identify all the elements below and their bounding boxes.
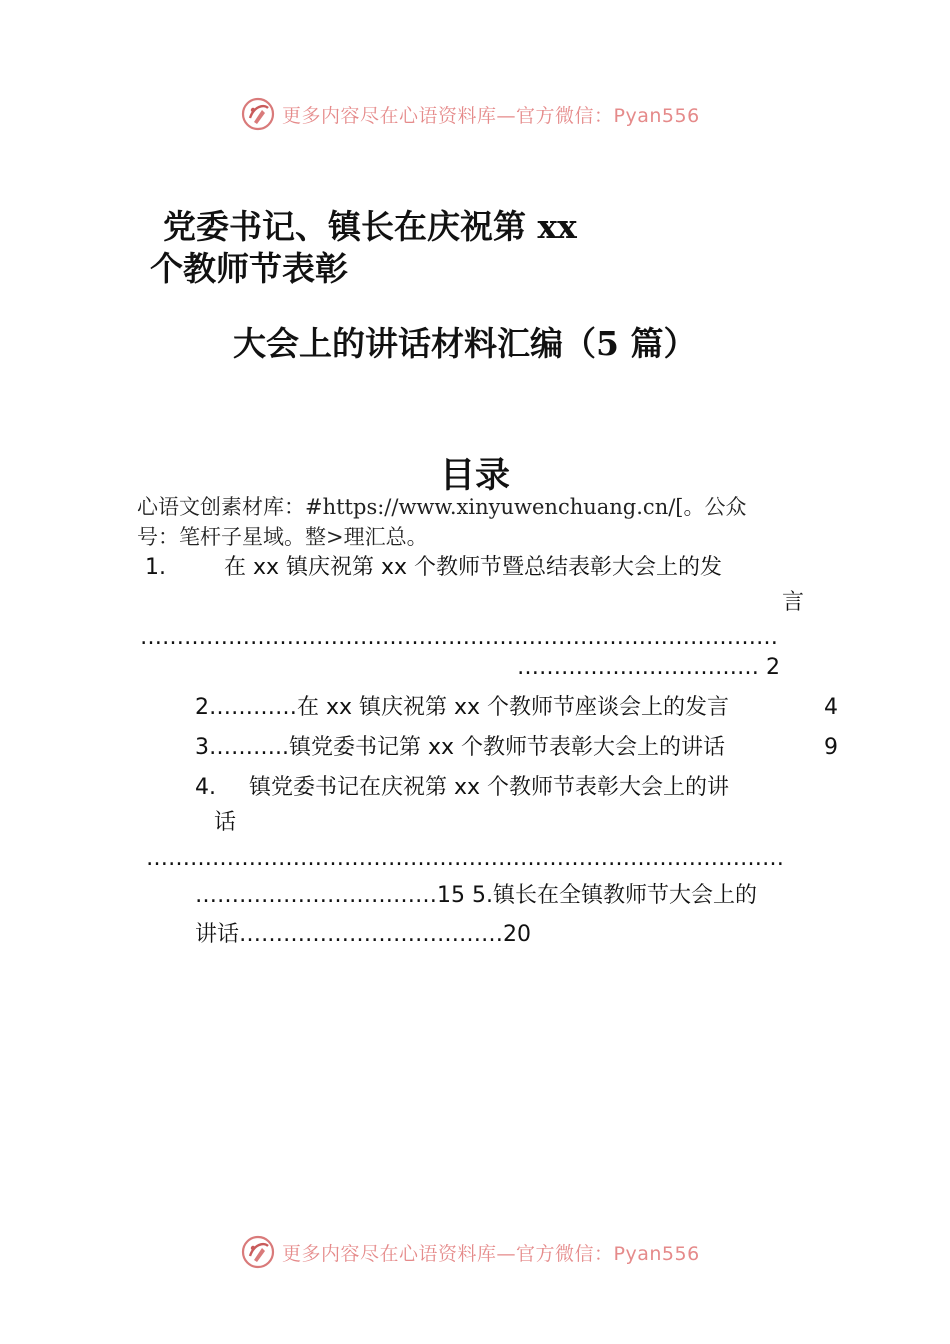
toc-heading: 目录 (439, 455, 510, 496)
toc-item-4-page-and-item-5: ……………………………15 5.镇长在全镇教师节大会上的 (195, 883, 757, 908)
document-title-line-1: 党委书记、镇长在庆祝第 xx (163, 207, 577, 246)
brand-logo-icon (240, 1234, 276, 1270)
toc-item-1-page: …………………………… 2 (517, 655, 780, 680)
header-banner (240, 94, 740, 134)
toc-item-1-title-wrap: 言 (782, 590, 805, 615)
banner-text: 更多内容尽在心语资料库—官方微信：Pyan556 (282, 1242, 700, 1265)
toc-item-4-number: 4. (195, 775, 216, 800)
banner-text: 更多内容尽在心语资料库—官方微信：Pyan556 (282, 104, 700, 127)
toc-item-2-title: 2…………在 xx 镇庆祝第 xx 个教师节座谈会上的发言 (195, 695, 730, 720)
brand-logo-icon (240, 96, 276, 132)
toc-item-1-leader: …………………………………………………………………………… (140, 627, 778, 649)
source-note-line-1: 心语文创素材库：#https://www.xinyuwenchuang.cn/[。公众 (137, 495, 747, 519)
toc-item-4-title-wrap: 话 (214, 810, 237, 835)
footer-banner (240, 1232, 740, 1272)
toc-item-1-title: 在 xx 镇庆祝第 xx 个教师节暨总结表彰大会上的发 (224, 555, 723, 580)
toc-item-3-title: 3………..镇党委书记第 xx 个教师节表彰大会上的讲话 (195, 735, 726, 760)
toc-item-4-leader: …………………………………………………………………………… (146, 848, 784, 870)
toc-item-4-title: 镇党委书记在庆祝第 xx 个教师节表彰大会上的讲 (249, 775, 730, 800)
toc-item-1-number: 1. (145, 555, 166, 580)
document-title-line-2: 个教师节表彰 (150, 249, 348, 288)
source-note-line-2: 号：笔杆子星域。整>理汇总。 (137, 525, 428, 549)
document-title-line-3: 大会上的讲话材料汇编（5 篇） (233, 324, 697, 363)
toc-item-2-page: 4 (824, 695, 838, 720)
toc-item-3-page: 9 (824, 735, 838, 760)
source-note (137, 492, 837, 552)
toc-item-5-page: 讲话………………………………20 (195, 922, 531, 947)
